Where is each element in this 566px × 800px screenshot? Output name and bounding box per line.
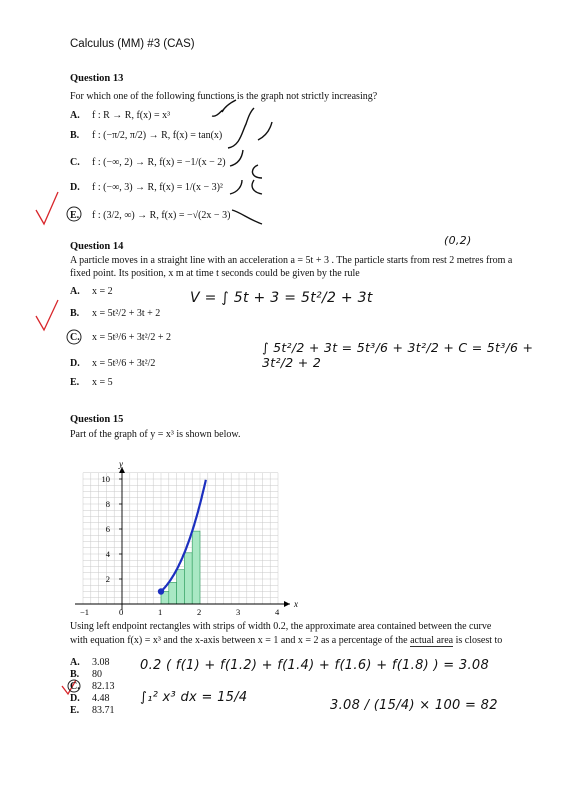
x-tick-label: 0 [119, 607, 124, 617]
option-letter: D. [70, 182, 80, 193]
y-tick-label: 10 [101, 474, 110, 484]
sketch-tan-2 [258, 122, 272, 140]
handwritten-point: (0,2) [444, 234, 472, 247]
riemann-rectangle [192, 531, 200, 604]
question-13-prompt: For which one of the following functions is the graph not strictly increasing? [70, 91, 378, 102]
option-text: 80 [92, 669, 102, 680]
option-letter: B. [70, 308, 80, 319]
x-tick-label: 2 [197, 607, 202, 617]
option-letter: C. [70, 332, 80, 343]
option-letter: A. [70, 286, 80, 297]
y-tick-label: 4 [105, 549, 110, 559]
option-text: f : (3/2, ∞) → R, f(x) = −√(2x − 3) [92, 210, 231, 221]
q14-option-d[interactable] [70, 358, 155, 369]
option-text: x = 5t²/2 + 3t + 2 [92, 308, 161, 319]
question-14-title: Question 14 [70, 241, 124, 252]
option-letter: B. [70, 669, 80, 680]
question-14-prompt-2: fixed point. Its position, x m at time t seconds could be given by the rule [70, 268, 360, 279]
q15-option-c[interactable] [70, 681, 115, 692]
question-14-prompt-1: A particle moves in a straight line with an acceleration a = 5t + 3 . The particle starts from rest 2 metres from a [70, 255, 513, 266]
tick-mark-q14 [36, 300, 58, 330]
handwritten-integral: ∫₁² x³ dx = 15/4 [140, 690, 248, 705]
option-text: f : (−∞, 3) → R, f(x) = 1/(x − 3)² [92, 182, 223, 193]
y-tick-label: 2 [105, 574, 110, 584]
handwritten-riemann-sum: 0.2 ( f(1) + f(1.2) + f(1.4) + f(1.6) + f(1.8) ) = 3.08 [140, 658, 490, 673]
cubic-graph [70, 444, 310, 618]
sketch-sq-2 [252, 180, 262, 194]
q15-option-d[interactable] [70, 693, 110, 704]
handwritten-position: ∫ 5t²/2 + 3t = 5t³/6 + 3t²/2 + C = 5t³/6 + 3t²/2 + 2 [262, 340, 534, 370]
option-letter: E. [70, 210, 80, 221]
option-text: f : (−π/2, π/2) → R, f(x) = tan(x) [92, 130, 223, 141]
option-text: f : R → R, f(x) = x³ [92, 110, 171, 121]
x-tick-label: 1 [158, 607, 163, 617]
option-letter: A. [70, 110, 80, 121]
option-letter: E. [70, 705, 80, 716]
option-text: 83.71 [92, 705, 115, 716]
x-tick-label: 3 [236, 607, 241, 617]
question-15-text-2 [70, 634, 550, 647]
selected-circle-q13 [67, 207, 81, 221]
sketch-recip-1 [230, 150, 243, 166]
sketch-recip-2 [252, 165, 262, 178]
q15-option-e[interactable] [70, 705, 115, 716]
option-letter: E. [70, 377, 80, 388]
option-letter: A. [70, 657, 80, 668]
riemann-rectangle [177, 570, 185, 604]
y-tick-label: 8 [105, 499, 110, 509]
x-axis-label: x [294, 599, 298, 609]
option-letter: C. [70, 681, 80, 692]
riemann-rectangle [184, 553, 192, 604]
option-letter: D. [70, 693, 80, 704]
text-2-part-a: with equation f(x) = x³ and the x-axis between x = 1 and x = 2 as a percentage of the [70, 635, 411, 646]
q14-option-c[interactable] [70, 332, 171, 343]
q15-option-a[interactable] [70, 657, 110, 668]
page-header: Calculus (MM) #3 (CAS) [70, 38, 195, 50]
question-15-prompt: Part of the graph of y = x³ is shown below. [70, 429, 241, 440]
option-text: 3.08 [92, 657, 110, 668]
sketch-cubic [212, 100, 236, 116]
option-text: x = 5t³/6 + 3t²/2 [92, 358, 156, 369]
option-text: 4.48 [92, 693, 110, 704]
q14-option-a[interactable] [70, 286, 113, 297]
y-tick-label: 6 [105, 524, 110, 534]
tick-mark-q13 [36, 192, 58, 224]
start-point [158, 588, 164, 594]
option-text: f : (−∞, 2) → R, f(x) = −1/(x − 2) [92, 157, 226, 168]
handwritten-velocity: V = ∫ 5t + 3 = 5t²/2 + 3t [190, 290, 373, 306]
text-2-part-c: is closest to [453, 635, 503, 646]
sketch-sq-1 [230, 180, 242, 194]
option-letter: D. [70, 358, 80, 369]
question-13-title: Question 13 [70, 73, 124, 84]
question-15-title: Question 15 [70, 414, 124, 425]
question-15-text-1: Using left endpoint rectangles with strips of width 0.2, the approximate area contained between the curve [70, 621, 492, 632]
option-letter: B. [70, 130, 80, 141]
x-tick-label: −1 [80, 607, 90, 617]
x-tick-label: 4 [275, 607, 280, 617]
actual-area-underlined: actual area [410, 635, 454, 646]
option-text: 82.13 [92, 681, 115, 692]
option-text: x = 5t³/6 + 3t²/2 + 2 [92, 332, 172, 343]
q14-option-b[interactable] [70, 308, 160, 319]
handwritten-percentage: 3.08 / (15/4) × 100 = 82 [330, 698, 498, 713]
option-letter: C. [70, 157, 80, 168]
option-text: x = 5 [92, 377, 113, 388]
option-text: x = 2 [92, 286, 113, 297]
sketch-tan-1 [228, 108, 254, 148]
q15-option-b[interactable] [70, 669, 102, 680]
sketch-root [232, 210, 262, 224]
q14-option-e[interactable] [70, 377, 113, 388]
riemann-rectangle [169, 582, 177, 604]
y-axis-label: y [119, 459, 123, 469]
x-axis-arrow [284, 601, 290, 607]
